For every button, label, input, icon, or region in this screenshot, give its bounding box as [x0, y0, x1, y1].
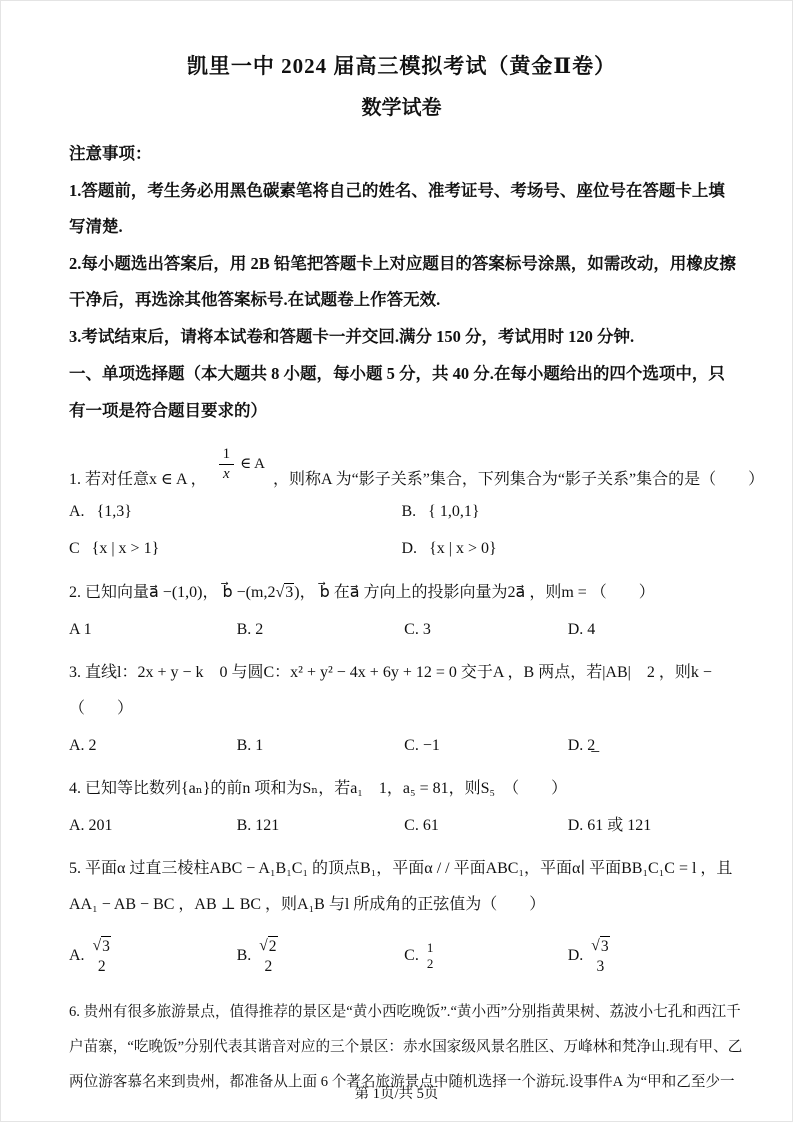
- question-2-options: [69, 611, 734, 649]
- question-5-stem-line-2: AA₁ − AB − BC ，AB ⊥ BC ，则A₁B 与l 所成角的正弦值为（ ）: [69, 896, 546, 913]
- q3-option-a: A. 2: [69, 737, 97, 754]
- sqrt-symbol: √: [259, 937, 268, 955]
- section-heading-line-2: 有一项是符合题目要求的）: [69, 400, 267, 420]
- q2-option-c: C. 3: [404, 621, 431, 638]
- sqrt-symbol: √: [591, 937, 600, 955]
- notice-item-2-line-1: 2.每小题选出答案后，用 2B 铅笔把答题卡上对应题目的答案标号涂黑，如需改动，用橡皮擦: [69, 253, 736, 273]
- question-3-stem-line-2: （ ）: [69, 700, 134, 717]
- q1-option-c: C {x | x > 1}: [69, 540, 160, 557]
- question-1-options-row-1: [69, 493, 734, 530]
- q1-fraction-denominator: x: [223, 465, 230, 482]
- q1-option-b: B. { 1,0,1}: [401, 503, 480, 520]
- question-1-options-row-2: [69, 530, 734, 567]
- notice-item-1-line-1: 1.答题前，考生务必用黑色碳素笔将自己的姓名、准考证号、考场号、座位号在答题卡上填: [69, 180, 725, 200]
- question-4-stem: 4. 已知等比数列{aₙ}的前n 项和为Sₙ，若a₁ 1，a₅ = 81，则S₅ （ ）: [69, 780, 568, 797]
- notice-item-2-line-2: 干净后，再选涂其他答案标号.在试题卷上作答无效.: [69, 290, 441, 309]
- q4-option-b: B. 121: [236, 817, 280, 834]
- page-subtitle: 数学试卷: [361, 97, 442, 119]
- q1-stem-pre: 1. 若对任意x ∈ A ，: [69, 471, 207, 488]
- question-3-options: [69, 727, 734, 765]
- sqrt-symbol: √: [275, 584, 285, 601]
- q2-option-a: A 1: [69, 621, 92, 638]
- q1-stem-post: ，则称A 为“影子关系”集合，下列集合为“影子关系”集合的是（ ）: [273, 471, 765, 488]
- page-title: 凯里一中 2024 届高三模拟考试（黄金Ⅱ卷）: [186, 54, 617, 78]
- q5-option-c: C. 1 2: [404, 939, 434, 971]
- q4-option-a: A. 201: [69, 817, 113, 834]
- notice-item-1-line-2: 写清楚.: [69, 217, 123, 236]
- q5-option-a: A. √ 3 2: [69, 937, 110, 975]
- question-4-options: [69, 807, 734, 845]
- notice-heading: 注意事项：: [69, 144, 152, 163]
- q4-option-c: C. 61: [404, 817, 439, 834]
- question-6-stem-line-1: 6. 贵州有很多旅游景点，值得推荐的景区是“黄小西吃晚饭”.“黄小西”分别指黄果树、荔波小七孔和西江千: [69, 1004, 741, 1020]
- notice-section: [69, 136, 734, 355]
- notice-item-3: 3.考试结束后，请将本试卷和答题卡一并交回.满分 150 分，考试用时 120 分钟.: [69, 326, 635, 346]
- page-number: 第 1页/共 5页: [354, 1086, 439, 1102]
- q1-fraction: [219, 446, 265, 484]
- question-1-stem: [69, 437, 765, 493]
- question-2-stem: 2. 已知向量a⃗ −(1,0)， b⃗ −(m,2√3)， b⃗ 在a⃗ 方向上的投影向量为2a⃗ ，则m = （ ）: [69, 584, 655, 601]
- question-5-options: [69, 927, 734, 985]
- q2-option-d: D. 4: [567, 621, 596, 638]
- sqrt-radicand: 3: [285, 584, 294, 601]
- question-3-stem-line-1: 3. 直线l：2x + y − k 0 与圆C：x² + y² − 4x + 6y + 12 = 0 交于A ，B 两点，若|AB| 2 ，则k −: [69, 664, 712, 681]
- q4-option-d: D. 61 或 121: [567, 817, 652, 834]
- section-heading-line-1: 一、单项选择题（本大题共 8 小题，每小题 5 分，共 40 分.在每小题给出的四个选项中，只: [69, 364, 725, 383]
- q3-option-d: D. 2̲: [567, 737, 596, 754]
- q1-fraction-numerator: 1: [219, 446, 235, 465]
- question-5-stem-line-1: 5. 平面α 过直三棱柱ABC − A₁B₁C₁ 的顶点B₁，平面α / / 平面ABC₁，平面α∣ 平面BB₁C₁C = l ，且: [69, 860, 733, 877]
- q5-option-b: B. √ 2 2: [236, 937, 277, 975]
- question-6-stem-line-3: 两位游客慕名来到贵州，都准备从上面 6 个著名旅游景点中随机选择一个游玩.设事件A 为“甲和乙至少一: [69, 1074, 735, 1090]
- q3-option-c: C. −1: [404, 737, 440, 754]
- q3-option-b: B. 1: [236, 737, 264, 754]
- q1-option-d: D. {x | x > 0}: [401, 540, 497, 557]
- q2-option-b: B. 2: [236, 621, 264, 638]
- question-6-stem-line-2: 户苗寨，“吃晚饭”分别代表其谐音对应的三个景区：赤水国家级风景名胜区、万峰林和梵净山.现有甲、乙: [69, 1039, 743, 1055]
- section-heading: [69, 356, 734, 429]
- q1-fraction-membership: ∈ A: [240, 456, 265, 473]
- sqrt-expression: [275, 583, 294, 601]
- q5-option-d: D. √ 3 3: [567, 937, 609, 975]
- sqrt-symbol: √: [92, 937, 102, 955]
- q1-option-a: A. {1,3}: [69, 503, 132, 520]
